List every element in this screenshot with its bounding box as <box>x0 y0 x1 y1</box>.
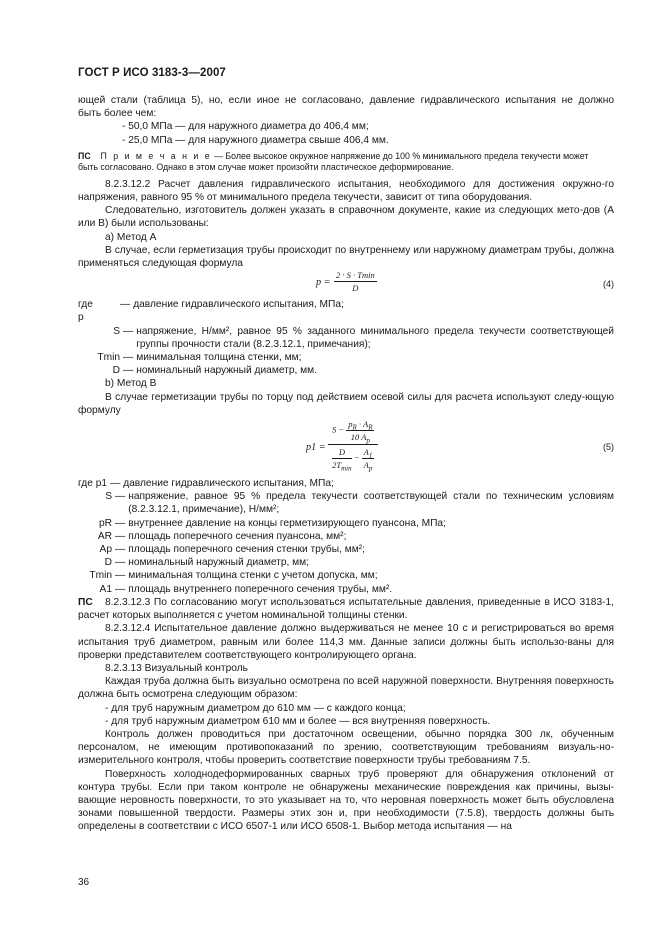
where-row: A1 — площадь внутреннего поперечного сечения трубы, мм². <box>78 583 614 596</box>
pc-marker: ПС <box>78 596 93 608</box>
paragraph-line: быть более чем: <box>78 108 157 120</box>
formula-fraction <box>334 270 377 293</box>
where-symbol: Tmin <box>89 570 112 582</box>
formula-lhs: p = <box>316 277 331 289</box>
where-text: площадь внутреннего поперечного сечения трубы, мм². <box>128 583 393 595</box>
where-text: площадь поперечного сечения стенки трубы, мм²; <box>128 544 365 556</box>
section-8-2-3-12-2: 8.2.3.12.2 Расчет давления гидравлического испытания, необходимого для достижения окружно-го напряжения, равного 95 % от минимального предела текучести, зависит от типа оборудования. <box>78 178 614 204</box>
where-symbol: AR <box>97 530 112 542</box>
section-8-2-3-13-heading: 8.2.3.13 Визуальный контроль <box>105 662 248 674</box>
formula-fraction: S − $\frac{p_R \cdot A_R}{10 A_p}$ $\frac{D}{2T_{min}}$ − $\frac{A_1}{A_p}$ <box>328 419 378 470</box>
where-text: напряжение, Н/мм², равное 95 % заданного минимального предела текучести соответствующей группы прочности стали (8.2.3.12.1, примечания); <box>136 325 614 350</box>
where-row: Tmin — минимальная толщина стенки с учетом допуска, мм; <box>78 569 614 582</box>
section-8-2-3-12-3: 8.2.3.12.3 По согласованию могут использоваться испытательные давления, приведенные в ИСО 3183-1, расчет которых выполняется с учетом номинальной толщины стенки. <box>78 596 614 622</box>
formula-5 <box>78 417 614 477</box>
page-number: 36 <box>78 877 90 888</box>
where-text: площадь поперечного сечения пуансона, мм²; <box>128 530 347 542</box>
section-8-2-3-12-4: 8.2.3.12.4 Испытательное давление должно выдерживаться не менее 10 с и регистрироваться во время испытания труб диаметром, равным или более 114,3 мм. Данные записи должны быть использо-ваны для проверки представителем соответствующего контролирующего органа. <box>78 623 614 661</box>
where-symbol: где p1 <box>78 478 108 490</box>
formula-lhs: p1 = <box>306 442 326 454</box>
where-symbol: D <box>112 365 120 377</box>
list-item: - 25,0 МПа — для наружного диаметра свыше 406,4 мм. <box>122 134 389 146</box>
where-symbol: S <box>113 325 120 337</box>
where-symbol: Tmin <box>97 352 120 364</box>
paragraph: Контроль должен проводиться при достаточном освещении, обычно порядка 300 лк, обученным персоналом, не имеющим противопоказаний по зрению, соответствующим требованиям визуаль-но-измерительного контроля, чтобы проверить соответствие поверхности трубы требованиям 7.5. <box>78 728 614 767</box>
where-row: где p1 — давление гидравлического испытания, МПа; <box>78 477 614 490</box>
where-text: внутреннее давление на концы герметизирующего пуансона, МПа; <box>128 517 446 529</box>
paragraph: Следовательно, изготовитель должен указать в справочном документе, какие из следующих мето-дов (А или В) были использованы: <box>78 205 614 230</box>
where-row: Tmin — минимальная толщина стенки, мм; <box>78 351 614 364</box>
note-pc-marker: ПС <box>78 150 91 161</box>
paragraph: Каждая труба должна быть визуально осмотрена по всей наружной поверхности. Внутренняя поверхность должна быть осмотрена следующим образом: <box>78 676 614 701</box>
method-b-heading: b) Метод В <box>105 378 157 390</box>
list-item: - 50,0 МПа — для наружного диаметра до 406,4 мм; <box>122 121 369 133</box>
where-text: минимальная толщина стенки, мм; <box>136 352 302 364</box>
page-header-title: ГОСТ Р ИСО 3183-3—2007 <box>78 67 226 79</box>
paragraph: В случае, если герметизация трубы происходит по внутреннему или наружному диаметрам трубы, должна применяться следующая формула <box>78 244 614 270</box>
formula-number: (4) <box>603 279 614 290</box>
document-body <box>78 94 614 834</box>
where-symbol: A1 <box>99 583 112 595</box>
where-symbol: pR <box>98 517 112 529</box>
note-text: быть согласовано. Однако в этом случае может произойти пластическое деформирование. <box>78 162 454 173</box>
where-row: pR — внутреннее давление на концы герметизирующего пуансона, МПа; <box>78 517 614 530</box>
formula-4 <box>78 270 614 298</box>
where-symbol: D <box>104 557 112 569</box>
paragraph: Поверхность холоднодеформированных сварных труб проверяют для обнаружения отклонений от контура трубы. Если при таком контроле не обнаружены механические повреждения как причины, вызы-вающие неровность поверхности, то это указывает на то, что неровная поверхность может быть обусловлена зонами повышенной твердости. Размеры этих зон и, при необходимости (7.5.8), твердость должны быть определены в соответствии с ИСО 6507-1 или ИСО 6508-1. Выбор метода испытания — на <box>78 768 614 833</box>
note-label: П р и м е ч а н и е <box>100 150 212 161</box>
where-row: D — номинальный наружный диаметр, мм. <box>78 364 614 377</box>
paragraph: В случае герметизации трубы по торцу под действием осевой силы для расчета используют следу-ющую формулу <box>78 391 614 416</box>
where-symbol: Ap <box>99 544 112 556</box>
list-item: - для труб наружным диаметром до 610 мм — с каждого конца; <box>105 702 406 714</box>
pc-paragraph <box>78 596 614 622</box>
note-block <box>78 151 614 174</box>
where-row: AR — площадь поперечного сечения пуансона, мм²; <box>78 530 614 543</box>
formula-denominator: D <box>352 283 359 294</box>
where-text: номинальный наружный диаметр, мм. <box>136 365 317 377</box>
where-text: минимальная толщина стенки с учетом допуска, мм; <box>128 570 378 582</box>
paragraph-line: ющей стали (таблица 5), но, если иное не согласовано, давление гидравлического испытания не должно <box>78 95 614 106</box>
where-text: номинальный наружный диаметр, мм; <box>128 557 309 569</box>
note-text: — Более высокое окружное напряжение до 100 % минимального предела текучести может <box>211 150 589 161</box>
where-row: S — напряжение, равное 95 % предела текучести соответствующей стали по техническим условиям (8.2.3.12.1, примечание), Н/мм²; <box>78 490 614 516</box>
method-a-heading: а) Метод А <box>105 231 157 243</box>
list-item: - для труб наружным диаметром 610 мм и более — вся внутренняя поверхность. <box>105 715 491 727</box>
where-row: где p — давление гидравлического испытания, МПа; <box>78 298 614 324</box>
where-row: S — напряжение, Н/мм², равное 95 % заданного минимального предела текучести соответствующей группы прочности стали (8.2.3.12.1, примечания); <box>78 325 614 351</box>
where-text: давление гидравлического испытания, МПа; <box>123 478 334 490</box>
where-text: давление гидравлического испытания, МПа; <box>133 299 344 311</box>
where-symbol: где p <box>78 299 93 324</box>
where-row: Ap — площадь поперечного сечения стенки трубы, мм²; <box>78 543 614 556</box>
where-text: напряжение, равное 95 % предела текучести соответствующей стали по техническим условиям (8.2.3.12.1, примечание), Н/мм²; <box>128 491 614 516</box>
where-symbol: S <box>105 491 112 503</box>
formula-number: (5) <box>603 442 614 453</box>
formula-numerator: 2 · S · Tmin <box>336 270 375 281</box>
where-row: D — номинальный наружный диаметр, мм; <box>78 556 614 569</box>
